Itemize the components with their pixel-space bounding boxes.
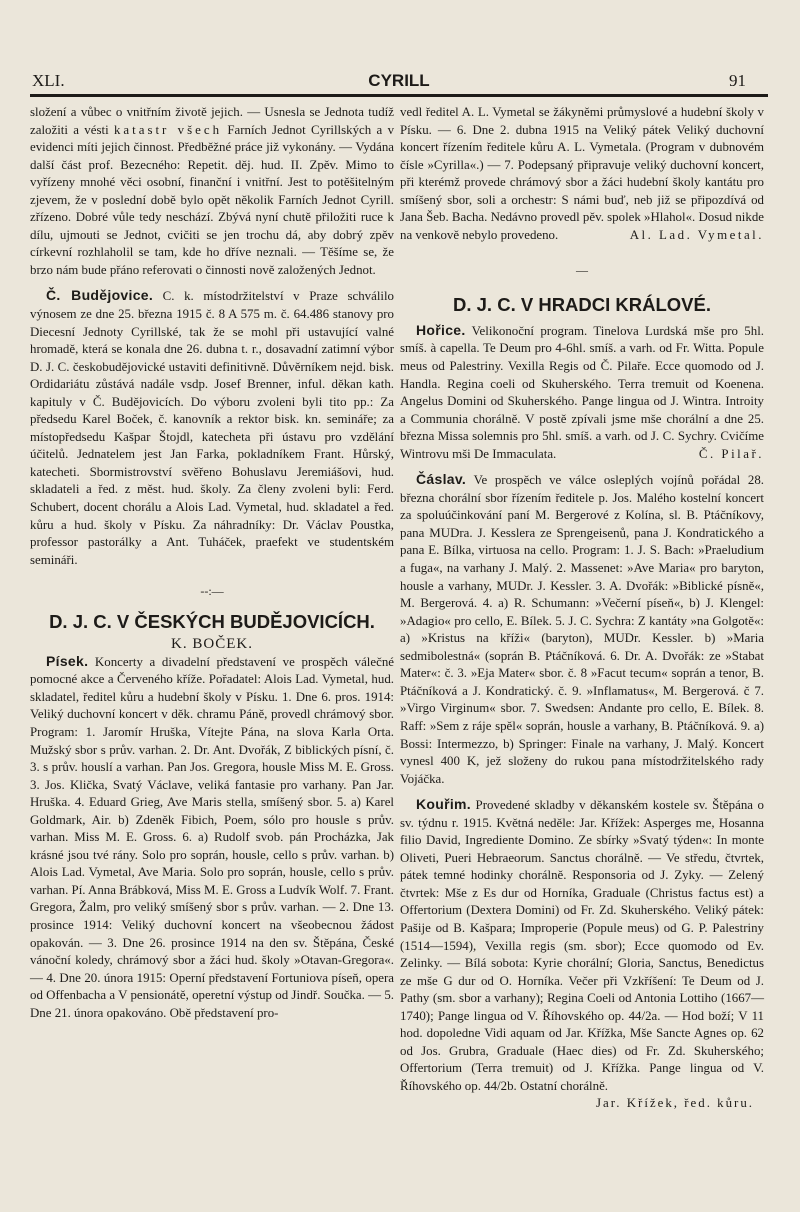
separator: — [576, 263, 588, 278]
signature: Jar. Křížek, řed. kůru. [595, 1096, 754, 1111]
text: Velikonoční program. Tinelova Lurdská mše pro 5hl. smíš. à capella. Te Deum pro 4-6hl. smíš. a varh. od Fr. Witta. Popule meus od Palestriny. Vexilla Regis od Č. Pilaře. Ecce quomodo od J. Handla. Regina coeli od Skuherského. Terra tremuit od Koenena. Angelus Domini od Skuherského. Pange lingua od J. Wintra. Introity a Communia chorálně. V postě zpívali jsme mše chorální a dne 25. března Missa solemnis pro 5hl. smíš. a varh. od J. C. Sychry. Cvičíme Wintrovu mši De Immaculata. [400, 323, 764, 461]
paragraph-pisek [30, 653, 394, 1022]
signature: Č. Pilař. [698, 446, 764, 461]
journal-title: CYRILL [368, 71, 430, 90]
text: Provedené skladby v děkanském kostele sv. Štěpána o sv. týdnu r. 1915. Květná neděle: Jar. Křížek: Asperges me, Hosanna filio David, Ingrediente Domino. Ze sbírky »Svatý týden«: In monte Oliveti, Pueri Hebraeorum. Sanctus chorálně. — Ve středu, čtvrtek, pátek temné hodinky chorálně. Responsoria od J. Zyky. — Zelený čtvrtek: Mše z Es dur od Horníka, Graduale (Christus factus est) a Offertorium (Dextera Domini) od Fr. Zd. Skuherského. Veliký pátek: Pašije od B. Kašpara; Improperie (Popule meus) od G. P. Palestriny (1514—1594), Vexilla regis (sm. sbor); Ecce quomodo od Ev. Zelinky. — Bílá sobota: Kyrie chorální; Gloria, Sanctus, Benedictus ze mše G dur od O. Horníka. Večer při Vzkříšení: Te Deum od J. Pathy (sm. sbor a varhany); Regina Coeli od Antonia Lottiho (1667—1740); Pange lingua od V. Říhovského op. 44/2a. — Hod boží; V 11 hod. dopoledne Vidi aquam od Jar. Křížka, Mše Sancte Agnes op. 62 od Jos. Grubra, Graduale (Haec dies) od Fr. Zd. Skuherského; Offertorium (Terra tremuit) od J. Křížka. Pange lingua od V. Říhovského op. 44/2b. Ostatní chorálně. [400, 798, 764, 1093]
paragraph-kourim [400, 796, 764, 1095]
emphasis-text: katastr všech [113, 122, 223, 137]
page-number: 91 [729, 71, 746, 90]
left-column [30, 104, 394, 1022]
section-title: D. J. C. V HRADCI KRÁLOVÉ. [453, 293, 711, 315]
paragraph-continuation [400, 104, 764, 244]
paragraph-horice [400, 322, 764, 463]
paragraph-lead: Č. Budějovice. [46, 287, 154, 304]
right-column [400, 104, 764, 1113]
section-title: D. J. C. V ČESKÝCH BUDĚJOVICÍCH. [49, 610, 375, 632]
text: vedl ředitel A. L. Vymetal se žákyněmi průmyslové a hudební školy v Písku. — 6. Dne 2. dubna 1915 na Veliký pátek Veliký duchovní koncert řízením ředitele kůru A. L. Vymetala. (Program v dubnovém čísle »Cyrilla«.) — 7. Podepsaný připravuje veliký duchovní koncert, při kterémž provede chrámový sbor a žáci hudební školy kantátu pro smíšený sbor, soli a orchestr: S námi buď, neb již se připozdívá od Jana Šeb. Bacha. Nedávno provedl pěv. spolek »Hlahol«. Dosud nikde na venkově nebylo provedeno. [400, 105, 764, 242]
paragraph-lead: Písek. [46, 652, 89, 669]
section-author: K. BOČEK. [171, 635, 253, 652]
page-header [30, 68, 768, 97]
text: Farních Jednot Cyrillských a v evidenci míti jejich činnost. Předběžné práce již vykonány. — Vydána další část prof. Bezecného: Repetit. děj. hud. II. Zpěv. Mimo to vyřízeny mnohé věci osobní, finanční i vnitřní. Jest to potěšitelným zjevem, že v poslední době bylo opět několik Farních Jednot Cyrill. zřízeno. Dobré vůle tedy neschází. Zbývá nyní chutě přiložiti ruce k dílu, ujmouti se Jednot, cvičiti se jen trochu dá, aby dobrý zpěv církevní rozhlaholil se tam, kde ho dříve neznali. — Těšíme se, že brzo nám bude přáno referovati o činnosti nově založených Jednot. [30, 122, 395, 277]
volume-number: XLI. [32, 71, 65, 90]
text: Ve prospěch ve válce osleplých vojínů pořádal 28. března chorální sbor řízením ředitele p. Jos. Malého kostelní koncert za spoluúčinkování paní M. Bergerové z Kolína, sl. B. Ptáčníkovy, pana MUDra. J. Kesslera ze Sprengeisenů, pana J. Kondratického a pana E. Bílka, virtuosa na cello. Program: 1. J. S. Bach: »Praeludium a fuga«, na varhany J. Malý. 2. Massenet: »Ave Maria« pro baryton, housle a varhany, MUDr. J. Kessler. 3. A. Dvořák: »Biblické písně«, M. Bergerová. 4. a) R. Schumann: »Večerní píseň«, b) J. Klengel: »Adagio« pro cello, E. Bílek. 5. J. C. Sychra: Z kantáty »na Golgotě«: a) »Kristus na kříži« (baryton), MUDr. Kessler. b) »Maria sedmibolestná« (soprán B. Ptáčníková. 6. Dr. A. Dvořák: ze »Stabat Mater«: č. 3. »Eja Mater« sbor. č. 8 »Facut tecum« soprán a tenor, B. Ptáčníková a J. Kondratický. č. 9. »Inflamatus«, M. Bergerová. č 7. »Virgo Virginum« sbor. 7. Swedsen: Andante pro cello, E. Bílek. 8. Raff: »Sem z ráje spěl« soprán, housle a varhany, B. Ptáčníková. 9. a) Bossi: Intermezzo, b) Springer: Finale na varhany, J. Malý. Koncert vynesl 400 K, jež složeny do rukou pana místodržitelského rady Vojáčka. [400, 473, 764, 786]
paragraph-lead: Hořice. [416, 321, 466, 338]
paragraph-lead: Čáslav. [416, 471, 467, 488]
separator: --:— [200, 584, 224, 599]
paragraph-lead: Kouřim. [416, 796, 471, 813]
signature: Al. Lad. Vymetal. [629, 227, 764, 242]
paragraph-budejovice [30, 287, 394, 569]
text: složení a vůbec o vnitřním životě jejich. — Usnesla se Jednota tudíž založiti a vésti [30, 105, 394, 137]
paragraph-intro [30, 104, 394, 279]
text: Koncerty a divadelní představení ve prospěch válečné pomocné akce a Červeného kříže. Pořadatel: Alois Lad. Vymetal, hud. skladatel, ředitel kůru a hudební školy v Písku. 1. Dne 6. pros. 1914: Veliký duchovní koncert v děk. chramu Páně, provedl chrámový sbor. Program: 1. Jaromír Hruška, Vítejte Pána, na slova Karla Orta. Mužský sbor s prův. varhan. 2. Dr. Ant. Dvořák, Z biblických písní, č. 3. s prův. houslí a varhan. Pan Jos. Gregora, housle Miss M. E. Gross. 3. Jos. Klička, Svatý Václave, veliká fantasie pro varhany. Pan Jar. Hruška. 4. Eduard Grieg, Ave Maris stella, smíšený sbor. 5. a) Karel Goldmark, Air. b) Zdeněk Fibich, Poem, sólo pro housle s prův. varhan. Miss M. E. Gross. 6. a) Rudolf svob. pán Procházka, Jak krásné jsou tvé rány. Solo pro soprán, housle, cello s prův. varhan. b) Alois Lad. Vymetal, Ave Maria. Solo pro soprán, housle, cello s prův. varhan. Pí. Anna Brábková, Miss M. E. Gross a Ludvík Wolf. 7. Frant. Gregora, Žalm, pro veliký smíšený sbor s prův. varhan. — 2. Dne 13. prosince 1914: Veliký duchovní koncert na všeobecnou žádost opakován. — 3. Dne 26. prosince 1914 na den sv. Štěpána, České vánoční koledy, chrámový sbor a žáci hud. školy »Otavan-Gregora«. — 4. Dne 20. února 1915: Operní představení Fortuniova píseň, opera od Offenbacha a V pensionátě, operetní výstup od Jindř. Součka. — 5. Dne 21. února opakováno. Obě představení pro- [30, 654, 394, 1020]
text: C. k. místodržitelství v Praze schválilo výnosem ze dne 25. března 1915 č. 8 A 575 m. č. 64.486 stanovy pro Diecesní Jednoty Cyrillské, tak že se mohl při ustavující valné hromadě, která se konala dne 26. dubna t. r., dosavadní zatimní výbor D. J. C. českobudějovické ustaviti definitivně. Důvěrníkem nejd. bisk. Ordidariátu zůstává nadále vsdp. Josef Brenner, inful. děkan kath. kapituly v Č. Budějovicích. Do výboru zvoleni byli tito pp.: Za předsedu Karel Boček, č. kanovník a rektor bisk. kn. semináře; za místopředsedu Kašpar Štojdl, katecheta při ústavu pro vzdělání účitelů. Jednatelem jest Jan Farka, pokladníkem Frant. Hůrský, katecheti. Sbormistrovství svěřeno Bohuslavu Jeremiášovi, hud. skladateli a řed. z měst. hud. školy. Za členy zvoleni byli: Ferd. Schubert, docent chorálu a Alois Lad. Vymetal, hud. skladatel a řed. kůru a hud. školy v Písku. Za náhradníky: Dr. Václav Poustka, professor pastorálky a Ant. Tuháček, praefekt ve studentském semináři. [30, 289, 395, 567]
paragraph-caslav [400, 471, 764, 788]
